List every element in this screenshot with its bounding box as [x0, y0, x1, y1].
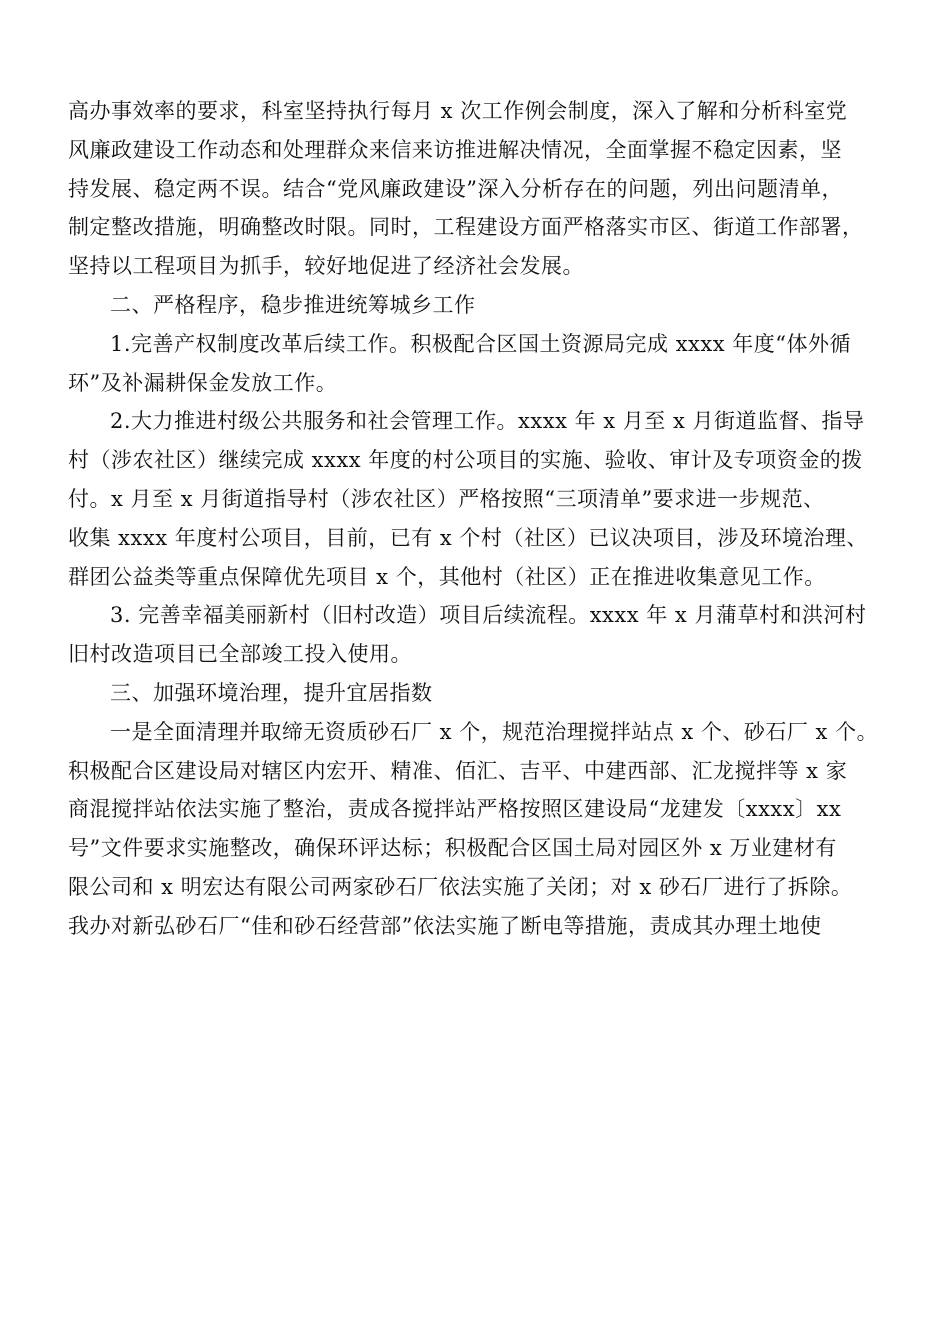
paragraph — [68, 713, 888, 946]
paragraph — [68, 286, 888, 325]
text-line: 1.完善产权制度改革后续工作。积极配合区国土资源局完成 xxxx 年度“体外循 — [110, 331, 851, 356]
text-line: 高办事效率的要求，科室坚持执行每月 x 次工作例会制度，深入了解和分析科室党 — [68, 99, 848, 123]
paragraph — [68, 92, 888, 286]
text-line: 一是全面清理并取缔无资质砂石厂 x 个，规范治理搅拌站点 x 个、砂石厂 x 个。 — [110, 719, 879, 744]
paragraph — [68, 402, 888, 596]
text-line: 限公司和 x 明宏达有限公司两家砂石厂依法实施了关闭；对 x 砂石厂进行了拆除。 — [68, 874, 853, 899]
text-line: 3. 完善幸福美丽新村（旧村改造）项目后续流程。xxxx 年 x 月蒲草村和洪河村 — [110, 603, 867, 628]
text-line: 村（涉农社区）继续完成 xxxx 年度的村公项目的实施、验收、审计及专项资金的拨 — [68, 448, 863, 473]
text-line: 我办对新弘砂石厂“佳和砂石经营部”依法实施了断电等措施，责成其办理土地使 — [68, 913, 822, 938]
text-line: 付。x 月至 x 月街道指导村（涉农社区）严格按照“三项清单”要求进一步规范、 — [68, 486, 825, 511]
document-body — [68, 92, 888, 946]
text-line: 坚持以工程项目为抓手，较好地促进了经济社会发展。 — [68, 254, 584, 279]
text-line: 风廉政建设工作动态和处理群众来信来访推进解决情况，全面掌握不稳定因素，坚 — [68, 137, 842, 162]
paragraph — [68, 325, 888, 403]
text-line: 二、严格程序，稳步推进统筹城乡工作 — [110, 292, 476, 317]
text-line: 收集 xxxx 年度村公项目，目前，已有 x 个村（社区）已议决项目，涉及环境治理、 — [68, 525, 868, 550]
text-line: 持发展、稳定两不误。结合“党风廉政建设”深入分析存在的问题，列出问题清单， — [68, 176, 843, 201]
text-line: 商混搅拌站依法实施了整治，责成各搅拌站严格按照区建设局“龙建发〔xxxx〕xx — [68, 797, 842, 822]
text-line: 群团公益类等重点保障优先项目 x 个，其他村（社区）正在推进收集意见工作。 — [68, 564, 826, 589]
paragraph — [68, 596, 888, 674]
text-line: 环”及补漏耕保金发放工作。 — [68, 370, 338, 395]
paragraph — [68, 674, 888, 713]
text-line: 积极配合区建设局对辖区内宏开、精准、佰汇、吉平、中建西部、汇龙搅拌等 x 家 — [68, 758, 848, 783]
text-line: 号”文件要求实施整改，确保环评达标；积极配合区国土局对园区外 x 万业建材有 — [68, 836, 837, 861]
text-line: 2.大力推进村级公共服务和社会管理工作。xxxx 年 x 月至 x 月街道监督、指导 — [110, 409, 865, 434]
text-line: 旧村改造项目已全部竣工投入使用。 — [68, 642, 412, 667]
text-line: 制定整改措施，明确整改时限。同时，工程建设方面严格落实市区、街道工作部署， — [68, 215, 864, 240]
text-line: 三、加强环境治理，提升宜居指数 — [110, 680, 433, 705]
